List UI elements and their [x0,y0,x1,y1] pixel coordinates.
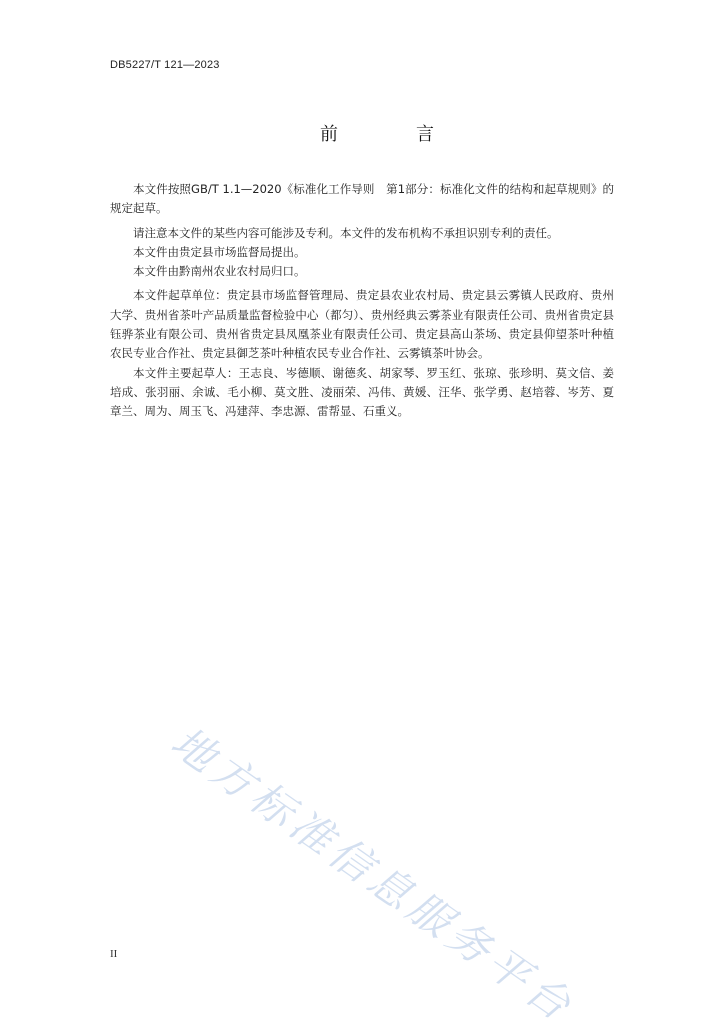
paragraph-centralized-unit: 本文件由黔南州农业农村局归口。 [133,264,306,279]
foreword-body [110,180,614,422]
paragraph-drafting-rules: 本文件按照GB/T 1.1—2020《标准化工作导则 第1部分：标准化文件的结构和起草规则》的规定起草。 [110,182,614,216]
page-number: II [110,948,118,960]
paragraph-drafting-units: 本文件起草单位：贵定县市场监督管理局、贵定县农业农村局、贵定县云雾镇人民政府、贵州大学、贵州省茶叶产品质量监督检验中心（都匀）、贵州经典云雾茶业有限责任公司、贵州省贵定县钰骅茶业有限公司、贵州省贵定县凤凰茶业有限责任公司、贵定县高山茶场、贵定县仰望茶叶种植农民专业合作社、贵定县御芝茶叶种植农民专业合作社、云雾镇茶叶协会。 [110,288,614,361]
paragraph-proposer: 本文件由贵定县市场监督局提出。 [133,244,306,259]
section-title: 前 言 [320,124,464,145]
paragraph-patent-notice: 请注意本文件的某些内容可能涉及专利。本文件的发布机构不承担识别专利的责任。 [133,225,559,240]
document-code: DB5227/T 121—2023 [110,59,220,71]
paragraph-drafters: 本文件主要起草人：王志良、岑德顺、谢德炙、胡家琴、罗玉红、张琼、张珍明、莫文信、姜培成、张羽丽、余诚、毛小柳、莫文胜、凌丽荣、冯伟、黄媛、汪华、张学勇、赵培蓉、岑芳、夏章兰、周为、周玉飞、冯建萍、李忠源、雷帮显、石重义。 [110,365,614,419]
watermark: 地方标准信息服务平台 [162,716,584,1033]
